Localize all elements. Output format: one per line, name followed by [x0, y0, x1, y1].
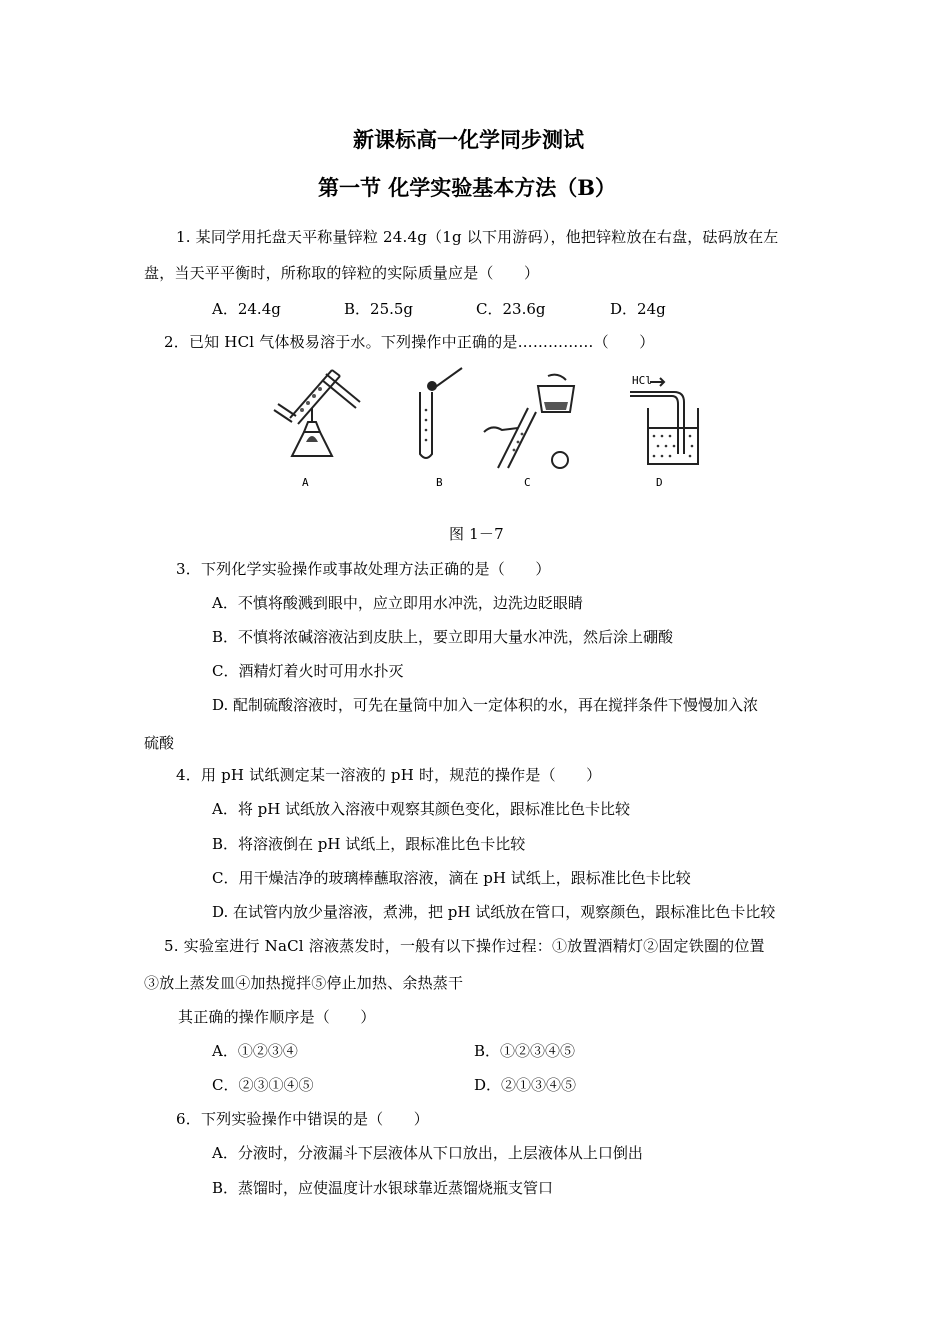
q3-option-d-continued: 硫酸 — [144, 734, 175, 752]
q5-text-line2: ③放上蒸发皿④加热搅拌⑤停止加热、余热蒸干 — [144, 974, 464, 992]
hcl-gas-label: HCl — [632, 374, 652, 387]
q3-text: 3．下列化学实验操作或事故处理方法正确的是（ ） — [176, 560, 551, 578]
q4-option-c: C．用干燥洁净的玻璃棒蘸取溶液，滴在 pH 试纸上，跟标准比色卡比较 — [212, 869, 691, 887]
q5-option-c: C．②③①④⑤ — [212, 1076, 314, 1094]
q6-text: 6．下列实验操作中错误的是（ ） — [176, 1110, 429, 1128]
q1-option-a: A．24.4g — [212, 300, 281, 318]
q5-option-b: B．①②③④⑤ — [474, 1042, 576, 1060]
q1-text-line1: 1. 某同学用托盘天平称量锌粒 24.4g（1g 以下用游码），他把锌粒放在右盘，砝码放在左 — [176, 228, 779, 246]
q4-text: 4．用 pH 试纸测定某一溶液的 pH 时，规范的操作是（ ） — [176, 766, 602, 784]
q1-option-b: B．25.5g — [344, 300, 414, 318]
q3-option-a: A．不慎将酸溅到眼中，应立即用水冲洗，边洗边眨眼睛 — [212, 594, 583, 612]
q5-text-line1: 5. 实验室进行 NaCl 溶液蒸发时，一般有以下操作过程：①放置酒精灯②固定铁圈的位置 — [164, 937, 765, 955]
q6-option-b: B．蒸馏时，应使温度计水银球靠近蒸馏烧瓶支管口 — [212, 1179, 554, 1197]
q1-text-line2: 盘，当天平平衡时，所称取的锌粒的实际质量应是（ ） — [144, 264, 540, 282]
q1-option-d: D．24g — [610, 300, 666, 318]
q5-text-line3: 其正确的操作顺序是（ ） — [178, 1008, 376, 1026]
q3-option-d: D. 配制硫酸溶液时，可先在量筒中加入一定体积的水，再在搅拌条件下慢慢加入浓 — [212, 696, 759, 714]
figure-label-d: D — [656, 476, 663, 489]
figure-b-dropper-tube — [410, 362, 470, 464]
q6-option-a: A．分液时，分液漏斗下层液体从下口放出，上层液体从上口倒出 — [212, 1144, 643, 1162]
q3-option-b: B．不慎将浓碱溶液沾到皮肤上，要立即用大量水冲洗，然后涂上硼酸 — [212, 628, 674, 646]
q4-option-a: A．将 pH 试纸放入溶液中观察其颜色变化，跟标准比色卡比较 — [212, 800, 631, 818]
q2-text: 2．已知 HCl 气体极易溶于水。下列操作中正确的是……………（ ） — [164, 333, 655, 351]
q1-option-c: C．23.6g — [476, 300, 546, 318]
q5-option-a: A．①②③④ — [212, 1042, 298, 1060]
q5-option-d: D．②①③④⑤ — [474, 1076, 577, 1094]
figure-label-c: C — [524, 476, 531, 489]
q4-option-b: B．将溶液倒在 pH 试纸上，跟标准比色卡比较 — [212, 835, 526, 853]
page-title: 新课标高一化学同步测试 — [353, 127, 584, 152]
figure-caption: 图 1－7 — [449, 525, 504, 543]
q3-option-c: C．酒精灯着火时可用水扑灭 — [212, 662, 404, 680]
figure-c-pouring — [478, 372, 578, 470]
page-subtitle: 第一节 化学实验基本方法（B） — [318, 175, 617, 200]
figure-a-heating-apparatus — [262, 362, 366, 464]
q4-option-d: D. 在试管内放少量溶液，煮沸，把 pH 试纸放在管口，观察颜色，跟标准比色卡比较 — [212, 903, 776, 921]
figure-label-b: B — [436, 476, 443, 489]
figure-label-a: A — [302, 476, 309, 489]
